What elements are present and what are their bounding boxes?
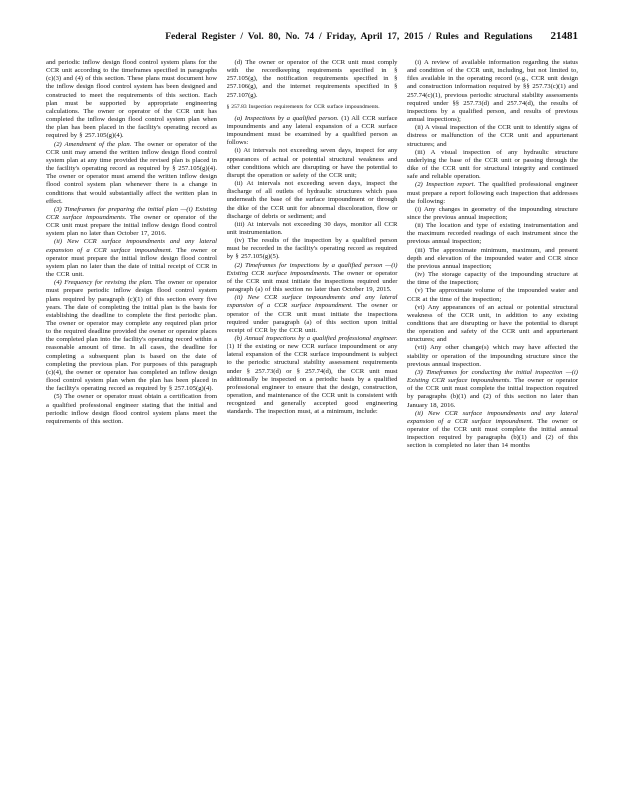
paragraph bbox=[407, 181, 578, 205]
paragraph bbox=[227, 180, 398, 221]
paragraph-heading: (b) Annual inspections by a qualified professional engineer. bbox=[234, 335, 398, 342]
paragraph-text: (i) Any changes in geometry of the impounding structure since the previous annual inspection; bbox=[407, 205, 578, 221]
paragraph-text: The owner or operator of the CCR unit may amend the written inflow design flood control system plan at any time provided the revised plan is placed in the facility's operating record as required by § 257.105(g)(4). The owner or operator must amend the written inflow design flood control system plan whenever there is a change in conditions that would substantially affect the written plan in effect. bbox=[46, 140, 217, 205]
paragraph bbox=[46, 59, 217, 141]
column-3 bbox=[407, 59, 578, 759]
paragraph bbox=[407, 59, 578, 124]
paragraph-text: (d) The owner or operator of the CCR unit must comply with the recordkeeping requirements specified in § 257.105(g), the notification requirements specified in § 257.106(g), and the internet requirements specified in § 257.107(g). bbox=[226, 59, 398, 99]
paragraph-text: The owner or operator of the CCR unit must complete the initial inspection required by paragraphs (b)(1) and (2) of this section no later than January 18, 2016. bbox=[407, 377, 578, 409]
paragraph-text: (i) At intervals not exceeding seven days, inspect for any appearances of actual or potential structural weakness and other conditions which are disrupting or have the potential to disrupt the operation or safety of the CCR unit; bbox=[226, 147, 398, 179]
paragraph-text: The qualified professional engineer must prepare a report following each inspection that addresses the following: bbox=[407, 181, 578, 205]
paragraph-heading: (ii) New CCR surface impoundments and any lateral expansion of a CCR surface impoundment. bbox=[46, 238, 217, 254]
paragraph bbox=[46, 206, 217, 239]
text-columns bbox=[46, 59, 578, 759]
paragraph-text: (ii) At intervals not exceeding seven days, inspect the discharge of all outlets of hydraulic structures which pass underneath the base of the surface impoundment or through the dike of the CCR unit for abnormal discoloration, flow or discharge of debris or sediment; and bbox=[226, 180, 398, 220]
column-2 bbox=[227, 59, 398, 759]
paragraph bbox=[407, 287, 578, 303]
paragraph bbox=[407, 304, 578, 345]
paragraph bbox=[407, 369, 578, 410]
paragraph-heading: (ii) New CCR surface impoundments and any lateral expansion of a CCR surface impoundment. bbox=[226, 294, 398, 310]
paragraph bbox=[407, 206, 578, 222]
paragraph bbox=[407, 410, 578, 451]
page-header bbox=[46, 30, 578, 44]
page-number: 21481 bbox=[550, 30, 578, 42]
paragraph-heading: (4) Frequency for revising the plan. bbox=[54, 279, 153, 287]
paragraph-heading: (3) Timeframes for preparing the initial plan —(i) Existing CCR surface impoundments. bbox=[46, 205, 217, 221]
paragraph bbox=[407, 149, 578, 182]
paragraph bbox=[227, 237, 398, 261]
paragraph-heading: (ii) New CCR surface impoundments and any lateral expansion of a CCR surface impoundment. bbox=[407, 409, 578, 425]
paragraph-text: (i) A review of available information regarding the status and condition of the CCR unit, including, but not limited to, files available in the operating record (e.g., CCR unit design and construction information required by §§ 257.73(c)(1) and 257.74(c)(1), previous periodic structural stability assessments required under §§ 257.73(d) and 257.74(d), the results of inspections by a qualified person, and results of previous annual inspections); bbox=[407, 59, 578, 124]
paragraph-text: (ii) The location and type of existing instrumentation and the maximum recorded readings of each instrument since the previous annual inspection; bbox=[407, 222, 578, 246]
paragraph-text: (vii) Any other change(s) which may have affected the stability or operation of the impounding structure since the previous annual inspection. bbox=[407, 344, 578, 368]
paragraph bbox=[46, 141, 217, 206]
paragraph bbox=[227, 335, 398, 417]
paragraph-text: The owner or operator of the CCR unit must complete the initial annual inspection required by paragraphs (b)(1) and (2) of this section is completed no later than 14 months bbox=[407, 417, 578, 450]
paragraph-text: (1) All CCR surface impoundments and any lateral expansion of a CCR surface impoundment must be examined by a qualified person as follows: bbox=[226, 114, 398, 147]
paragraph bbox=[227, 59, 398, 100]
column-1 bbox=[46, 59, 217, 759]
paragraph-text: (5) The owner or operator must obtain a certification from a qualified professional engineer stating that the initial and periodic inflow design flood control system plans meet the requirements of this section. bbox=[46, 393, 217, 425]
paragraph bbox=[46, 393, 217, 426]
paragraph-text: (iv) The results of the inspection by a qualified person must be recorded in the facility's operating record as required by § 257.105(g)(5). bbox=[226, 237, 398, 261]
paragraph bbox=[407, 222, 578, 246]
paragraph-heading: (2) Inspection report. bbox=[415, 181, 476, 189]
paragraph-text: § 257.83 Inspection requirements for CCR surface impoundments. bbox=[226, 103, 380, 110]
paragraph-text: The owner or operator of the CCR unit must initiate the inspections required under paragraph (a) of this section no later than October 19, 2015. bbox=[226, 269, 398, 294]
publication-date: Friday, April 17, 2015 bbox=[326, 31, 424, 42]
paragraph-text: The owner or operator must prepare the initial inflow design flood control system plan no later than the date of initial receipt of CCR in the CCR unit. bbox=[46, 246, 217, 279]
paragraph bbox=[407, 247, 578, 271]
running-head: Federal Register / Vol. 80, No. 74 / Friday, April 17, 2015 / Rules and Regulations bbox=[165, 31, 533, 42]
paragraph-text: (iv) The storage capacity of the impounding structure at the time of the inspection; bbox=[407, 271, 578, 287]
paragraph bbox=[407, 271, 578, 287]
paragraph bbox=[227, 115, 398, 148]
paragraph-text: (v) The approximate volume of the impounded water and CCR at the time of the inspection; bbox=[407, 287, 578, 303]
paragraph-heading: (3) Timeframes for conducting the initial inspection —(i) Existing CCR surface impoundments. bbox=[407, 368, 578, 385]
paragraph-text: (1) If the existing or new CCR surface impoundment or any lateral expansion of the CCR surface impoundment is subject to the periodic structural stability assessment requirements under § 257.73(d) or § 257.74(d), the CCR unit must additionally be inspected on a periodic basis by a qualified professional engineer to ensure that the design, construction, operation, and maintenance of the CCR unit is consistent with recognized and generally accepted good engineering standards. The inspection must, at a minimum, include: bbox=[226, 343, 398, 416]
paragraph-text: (ii) A visual inspection of the CCR unit to identify signs of distress or malfunction of the CCR unit and appurtenant structures; and bbox=[407, 124, 578, 148]
paragraph bbox=[46, 238, 217, 279]
paragraph-text: The owner or operator must prepare periodic inflow design flood control system plans required by paragraph (c)(1) of this section every five years. The date of completing the initial plan is the basis for establishing the deadline to complete the first periodic plan. The owner or operator may complete any required plan prior to the required deadline provided the owner or operator places the completed plan into the facility's operating record within a reasonable amount of time. In all cases, the deadline for completing a subsequent plan is based on the date of completing the previous plan. For purposes of this paragraph (c)(4), the owner or operator has completed an inflow design flood control system plan when the plan has been placed in the facility's operating record as required by § 257.105(g)(4). bbox=[46, 279, 217, 393]
paragraph bbox=[407, 124, 578, 148]
paragraph-text: The owner or operator of the CCR unit must prepare the initial inflow design flood control system plan no later than October 17, 2016. bbox=[46, 213, 217, 238]
paragraph bbox=[227, 262, 398, 295]
paragraph-text: The owner or operator of the CCR unit must initiate the inspections required under paragraph (a) of this section upon initial receipt of CCR by the CCR unit. bbox=[226, 302, 398, 334]
paragraph bbox=[46, 279, 217, 393]
paragraph bbox=[227, 147, 398, 180]
paragraph-text: (iii) The approximate minimum, maximum, and present depth and elevation of the impounded water and CCR since the previous annual inspection; bbox=[407, 246, 578, 270]
journal-name: Federal Register bbox=[165, 31, 236, 42]
volume-number: Vol. 80, No. 74 bbox=[247, 31, 315, 42]
paragraph-text: and periodic inflow design flood control system plans for the CCR unit according to the timeframes specified in paragraphs (c)(3) and (4) of this section. These plans must document how the inflow design flood control system has been designed and constructed to meet the requirements of this section. Each plan must be supported by appropriate engineering calculations. The owner or operator of the CCR unit has completed the inflow design flood control system plan when the plan has been placed in the facility's operating record as required by § 257.105(g)(4). bbox=[46, 59, 217, 140]
paragraph-text: (iii) A visual inspection of any hydraulic structure underlying the base of the CCR unit or passing through the dike of the CCR unit for structural integrity and continued safe and reliable operation. bbox=[407, 148, 578, 181]
section-heading bbox=[227, 104, 398, 111]
paragraph bbox=[227, 294, 398, 335]
paragraph-text: (iii) At intervals not exceeding 30 days, monitor all CCR unit instrumentation. bbox=[226, 220, 398, 236]
paragraph-text: (vi) Any appearances of an actual or potential structural weakness of the CCR unit, in addition to any existing conditions that are disrupting or have the potential to disrupt the operation and safety of the CCR unit and appurtenant structures; and bbox=[407, 303, 578, 344]
paragraph-heading: (2) Amendment of the plan. bbox=[54, 140, 132, 148]
paragraph bbox=[407, 344, 578, 368]
paragraph-heading: (2) Timeframes for inspections by a qualified person —(i) Existing CCR surface impoundments. bbox=[226, 261, 398, 277]
section-name: Rules and Regulations bbox=[435, 31, 533, 42]
paragraph-heading: (a) Inspections by a qualified person. bbox=[234, 114, 339, 122]
paragraph bbox=[227, 221, 398, 237]
